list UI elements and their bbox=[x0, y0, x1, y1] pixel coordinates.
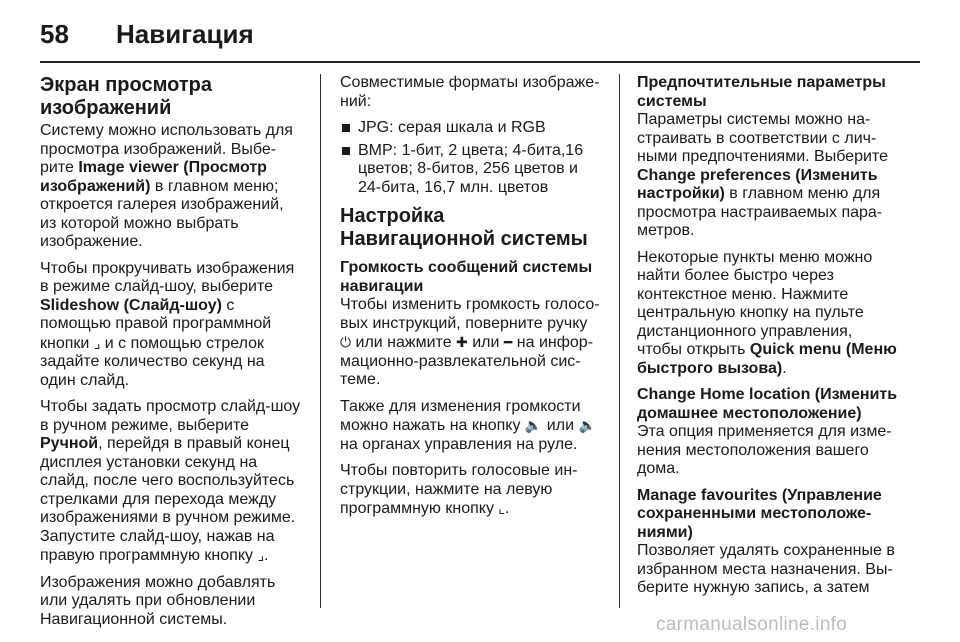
subheading-favourites: Manage favourites (Управление сохраненными местоположениями) bbox=[637, 486, 882, 541]
section-heading-image-viewer: Экран просмотра изображений bbox=[40, 74, 212, 119]
menu-term: Slideshow (Слайд-шоу) bbox=[40, 296, 222, 314]
volume-up-icon: 🔈 bbox=[524, 417, 543, 433]
volume-down-icon: 🔉 bbox=[578, 417, 596, 433]
right-softkey-icon: ⌟ bbox=[93, 334, 101, 351]
column-3 bbox=[637, 74, 899, 606]
paragraph: Эта опция применяется для изменения местоположения вашего дома. bbox=[637, 423, 892, 477]
page-title: Навигация bbox=[116, 18, 254, 49]
left-softkey-icon: ⌞ bbox=[498, 500, 505, 516]
paragraph: Некоторые пункты меню можно найти более быстро через контекстное меню. Нажмите центральную кнопку на пульте дистанционного управления, чтобы открыть Quick menu (Меню быстрого вызова). bbox=[637, 248, 897, 377]
paragraph: Чтобы прокручивать изображения в режиме слайд-шоу, выберите Slideshow (Слайд-шоу) с помощью правой программной кнопки ⌟ и с помощью стрелок задайте количество секунд на один слайд. bbox=[40, 259, 295, 389]
page-number: 58 bbox=[40, 18, 69, 49]
header-divider bbox=[40, 61, 920, 63]
watermark: carmanualsonline.info bbox=[656, 614, 848, 635]
subheading-volume: Громкость сообщений системы навигации bbox=[340, 259, 593, 295]
plus-icon: ✚ bbox=[456, 334, 468, 350]
menu-term: Ручной bbox=[40, 435, 99, 452]
paragraph: Систему можно использовать для просмотра изображений. Выберите Image viewer (Просмотр изображений) в главном меню; откроется галерея изображений, из которой можно выбрать изображение. bbox=[40, 122, 293, 250]
paragraph: Совместимые форматы изображений: bbox=[340, 74, 600, 110]
menu-term: Image viewer (Просмотр изображений) bbox=[40, 159, 267, 195]
column-2 bbox=[340, 74, 602, 527]
minus-icon: ━ bbox=[503, 334, 513, 350]
paragraph: Изображения можно добавлять или удалять при обновлении Навигационной системы. bbox=[40, 573, 276, 628]
paragraph: Чтобы повторить голосовые инструкции, нажмите на левую программную кнопку ⌞. bbox=[340, 462, 578, 517]
page-header bbox=[40, 14, 920, 54]
list-item: BMP: 1-бит, 2 цвета; 4-бита,16 цветов; 8-битов, 256 цветов и 24-бита, 16,7 млн. цветов bbox=[340, 142, 602, 198]
right-softkey-icon: ⌟ bbox=[257, 547, 265, 563]
paragraph: Параметры системы можно настраивать в соответствии с личными предпочтениями. Выберите Change preferences (Изменить настройки) в главном меню для просмотра настраиваемых параметров. bbox=[637, 111, 888, 239]
menu-term: Change preferences (Изменить настройки) bbox=[637, 166, 878, 202]
section-heading-nav-settings: Настройка Навигационной системы bbox=[340, 205, 588, 250]
paragraph: Чтобы изменить громкость голосовых инструкций, поверните ручку ⏻ или нажмите ✚ или ━ на информационно-развлекательной системе. bbox=[340, 296, 600, 388]
column-divider-2 bbox=[619, 74, 620, 608]
paragraph: Чтобы задать просмотр слайд-шоу в ручном режиме, выберите Ручной, перейдя в правый конец дисплея установки секунд на слайд, после чего воспользуйтесь стрелками для перехода между изображениями в ручном режиме. Запустите слайд-шоу, нажав на правую программную кнопку ⌟. bbox=[40, 398, 301, 564]
column-1 bbox=[40, 74, 302, 637]
formats-list bbox=[340, 119, 602, 197]
power-knob-icon: ⏻ bbox=[340, 334, 352, 350]
subheading-home-location: Change Home location (Изменить домашнее местоположение) bbox=[637, 386, 898, 422]
menu-term: Quick menu (Меню быстрого вызова) bbox=[637, 341, 897, 377]
paragraph: Позволяет удалять сохраненные в избранном места назначения. Выберите нужную запись, а затем bbox=[637, 542, 895, 596]
paragraph: Также для изменения громкости можно нажать на кнопку 🔈 или 🔉 на органах управления на руле. bbox=[340, 397, 596, 453]
column-divider-1 bbox=[320, 74, 321, 608]
subheading-preferences: Предпочтительные параметры системы bbox=[637, 74, 886, 110]
list-item: JPG: серая шкала и RGB bbox=[340, 119, 602, 138]
